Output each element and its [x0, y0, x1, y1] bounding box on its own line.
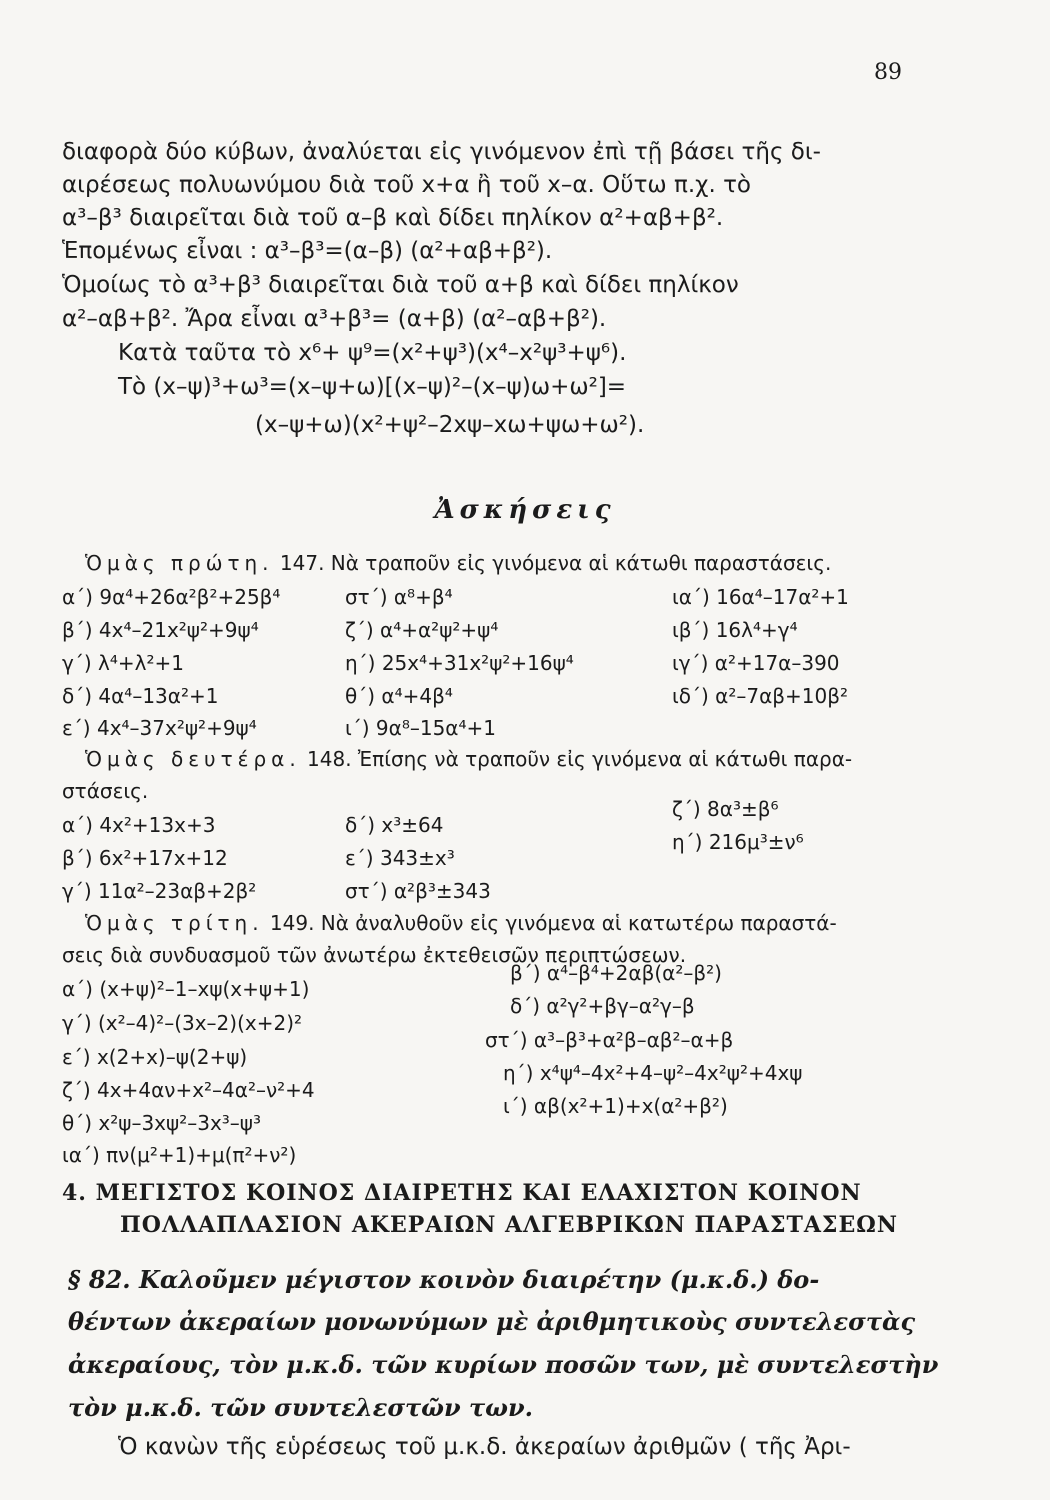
g3-c1-3: ε΄) x(2+x)–ψ(2+ψ) [62, 1045, 248, 1069]
group1-text: 147. Νὰ τραποῦν εἰς γινόμενα αἱ κάτωθι παραστάσεις. [273, 551, 832, 575]
g1-c2-5: ι΄) 9α⁸–15α⁴+1 [345, 716, 496, 740]
intro-line-8: Τὸ (x–ψ)³+ω³=(x–ψ+ω)[(x–ψ)²–(x–ψ)ω+ω²]= [118, 374, 627, 400]
g1-c2-2: ζ΄) α⁴+α²ψ²+ψ⁴ [345, 618, 499, 642]
group2-text: 148. Ἐπίσης νὰ τραποῦν εἰς γινόμενα αἱ κάτωθι παρα- [300, 747, 853, 771]
g3-c1-5: θ΄) x²ψ–3xψ²–3x³–ψ³ [62, 1111, 262, 1135]
g3-c1-6: ια΄) πν(μ²+1)+μ(π²+ν²) [62, 1143, 297, 1167]
g2-c1-2: β΄) 6x²+17x+12 [62, 846, 228, 870]
g2-c2-3: στ΄) α²β³±343 [345, 879, 491, 903]
g2-c1-1: α΄) 4x²+13x+3 [62, 813, 216, 837]
g2-c2-1: δ΄) x³±64 [345, 813, 444, 837]
g3-c2-5: ι΄) αβ(x²+1)+x(α²+β²) [503, 1094, 728, 1118]
g3-c1-4: ζ΄) 4x+4αν+x²–4α²–ν²+4 [62, 1078, 315, 1102]
g3-c2-3: στ΄) α³–β³+α²β–αβ²–α+β [485, 1028, 734, 1052]
page-number: 89 [874, 60, 902, 85]
group1-intro [85, 550, 831, 576]
g2-c2-2: ε΄) 343±x³ [345, 846, 455, 870]
g1-c2-1: στ΄) α⁸+β⁴ [345, 585, 453, 609]
intro-line-9: (x–ψ+ω)(x²+ψ²–2xψ–xω+ψω+ω²). [255, 412, 645, 438]
g3-c2-1: β΄) α⁴–β⁴+2αβ(α²–β²) [510, 961, 722, 985]
g3-c2-4: η΄) x⁴ψ⁴–4x²+4–ψ²–4x²ψ²+4xψ [503, 1061, 803, 1085]
g1-c3-3: ιγ΄) α²+17α–390 [672, 651, 840, 675]
group3-label: Ὁμὰς τρίτη. [85, 911, 264, 935]
g2-c3-1: ζ΄) 8α³±β⁶ [672, 797, 779, 821]
section-title-line-2: ΠΟΛΛΑΠΛΑΣΙΟΝ ΑΚΕΡΑΙΩΝ ΑΛΓΕΒΡΙΚΩΝ ΠΑΡΑΣΤΑΣΕΩΝ [120, 1212, 898, 1238]
intro-line-4: Ἑπομένως εἶναι : α³–β³=(α–β) (α²+αβ+β²). [62, 238, 553, 264]
group2-intro [85, 746, 852, 772]
g1-c2-4: θ΄) α⁴+4β⁴ [345, 684, 453, 708]
definition-line-4: τὸν μ.κ.δ. τῶν συντελεστῶν των. [68, 1393, 534, 1422]
group3-text: 149. Νὰ ἀναλυθοῦν εἰς γινόμενα αἱ κατωτέρω παραστά- [263, 911, 837, 935]
g2-c3-2: η΄) 216μ³±ν⁶ [672, 830, 804, 854]
g2-c1-3: γ΄) 11α²–23αβ+2β² [62, 879, 257, 903]
section-title-line-1: 4. ΜΕΓΙΣΤΟΣ ΚΟΙΝΟΣ ΔΙΑΙΡΕΤΗΣ ΚΑΙ ΕΛΑΧΙΣΤΟΝ ΚΟΙΝΟΝ [62, 1180, 862, 1206]
group3-text-cont: σεις διὰ συνδυασμοῦ τῶν ἀνωτέρω ἐκτεθεισῶν περιπτώσεων. [62, 943, 687, 967]
definition-line-3: ἀκεραίους, τὸν μ.κ.δ. τῶν κυρίων ποσῶν των, μὲ συντελεστὴν [68, 1350, 939, 1379]
g3-c2-2: δ΄) α²γ²+βγ–α²γ–β [510, 994, 695, 1018]
g1-c3-2: ιβ΄) 16λ⁴+γ⁴ [672, 618, 798, 642]
intro-line-3: α³–β³ διαιρεῖται διὰ τοῦ α–β καὶ δίδει πηλίκον α²+αβ+β². [62, 205, 724, 231]
g1-c1-3: γ΄) λ⁴+λ²+1 [62, 651, 184, 675]
g1-c1-5: ε΄) 4x⁴–37x²ψ²+9ψ⁴ [62, 716, 257, 740]
rule-line: Ὁ κανὼν τῆς εὑρέσεως τοῦ μ.κ.δ. ἀκεραίων ἀριθμῶν ( τῆς Ἀρι- [118, 1434, 851, 1460]
g3-c1-2: γ΄) (x²–4)²–(3x–2)(x+2)² [62, 1011, 303, 1035]
group1-label: Ὁμὰς πρώτη. [85, 551, 274, 575]
intro-line-5: Ὁμοίως τὸ α³+β³ διαιρεῖται διὰ τοῦ α+β καὶ δίδει πηλίκον [62, 272, 739, 298]
intro-line-7: Κατὰ ταῦτα τὸ x⁶+ ψ⁹=(x²+ψ³)(x⁴–x²ψ³+ψ⁶). [118, 340, 627, 366]
definition-line-1: § 82. Καλοῦμεν μέγιστον κοινὸν διαιρέτην (μ.κ.δ.) δο- [68, 1265, 820, 1294]
g3-c1-1: α΄) (x+ψ)²–1–xψ(x+ψ+1) [62, 977, 310, 1001]
g1-c1-4: δ΄) 4α⁴–13α²+1 [62, 684, 219, 708]
group2-text-cont: στάσεις. [62, 779, 149, 803]
exercises-heading: Ἀσκήσεις [434, 495, 616, 525]
g1-c2-3: η΄) 25x⁴+31x²ψ²+16ψ⁴ [345, 651, 574, 675]
g1-c1-1: α΄) 9α⁴+26α²β²+25β⁴ [62, 585, 281, 609]
intro-line-6: α²–αβ+β². Ἄρα εἶναι α³+β³= (α+β) (α²–αβ+β²). [62, 306, 607, 332]
g1-c3-4: ιδ΄) α²–7αβ+10β² [672, 684, 849, 708]
g1-c3-1: ια΄) 16α⁴–17α²+1 [672, 585, 849, 609]
definition-line-2: θέντων ἀκεραίων μονωνύμων μὲ ἀριθμητικοὺς συντελεστὰς [68, 1307, 916, 1336]
intro-line-1: διαφορὰ δύο κύβων, ἀναλύεται εἰς γινόμενον ἐπὶ τῇ βάσει τῆς δι- [62, 139, 821, 165]
g1-c1-2: β΄) 4x⁴–21x²ψ²+9ψ⁴ [62, 618, 259, 642]
group2-label: Ὁμὰς δευτέρα. [85, 747, 301, 771]
group3-intro [85, 910, 837, 936]
intro-line-2: αιρέσεως πολυωνύμου διὰ τοῦ x+α ἢ τοῦ x–α. Οὕτω π.χ. τὸ [62, 172, 751, 198]
